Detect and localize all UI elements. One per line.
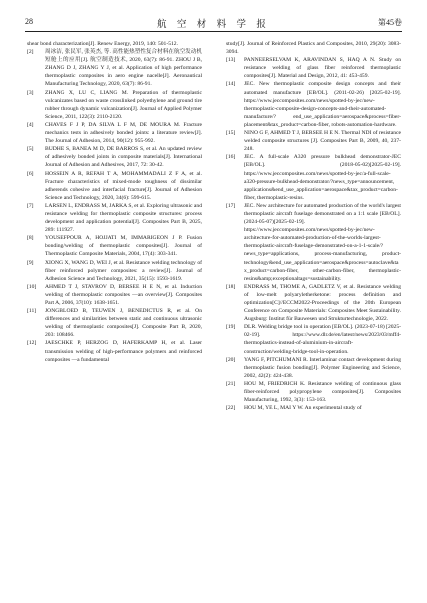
reference-item [226,80,401,129]
reference-item [27,234,202,258]
reference-text: JEC. New thermoplastic composite design concepts and their automated manufacture [EB/OL]. (2011-02-26) [2025-02-19]. https://www.jeccomposites.com/news/spotted-by-jec/new-thermoplastic-composite-design-concepts-and-their-automated-manufacture/? end_use_application=aerospace&process=fiber-placement&tax_product=carbon-fiber, robots-automation-hardware. [244,81,401,128]
reference-text: JEC. New architecture for automated production of the world's largest thermoplastic aircraft fuselage demonstrated on a 1:1 scale [EB/OL]. (2024-05-07)[2025-02-19]. https://www.jeccomposites.com/news/spotted-by-jec/new-architecture-for-automated-production-of-the-worlds-largest-thermoplastic-aircraft-fuselage-demonstrated-on-a-1-1-scale/?news_type=applications, process-manufacturing, product-technology&end_use_application=aerospace&process=autoclave&tax_product=carbon-fiber, other-carbon-fiber, thermoplastic-resins&amp;exceptionaltags=sustainability. [244,202,401,282]
left-column [27,40,202,364]
reference-number: [20] [226,356,236,363]
reference-text: JEC. A full-scale A320 pressure bulkhead demonstrator-JEC [EB/OL]. (2018-05-02)[2025-02-19]. https://www.jeccomposites.com/news/spotted-by-jec/a-full-scale-a320-pressure-bulkhead-demonstrator/?news_type=announcement, applications&end_use_application=aerospace&tax_product=carbon-fiber, thermoplastic-resins. [244,154,401,201]
reference-text: JONGBLOED B, TEUWEN J, BENEDICTUS R, et al. On differences and similarities between static and continuous ultrasonic welding of thermoplastic composites[J]. Composite Part B, 2020, 203: 108466. [45,308,202,339]
left-continuation: shear bond characterization[J]. Renew Energy, 2019, 140: 501-512. [27,41,178,47]
reference-item [27,307,202,339]
reference-number: [15] [226,130,236,137]
reference-number: [21] [226,380,236,387]
reference-number: [7] [27,202,34,209]
reference-text: AHMED T J, STAVROV D, BERSEE H E N, et al. Induction welding of thermoplastic composites —an overview[J]. Composites Part A, 2006, 37(10): 1638-1651. [45,283,202,306]
reference-number: [8] [27,235,34,242]
reference-item [27,145,202,169]
reference-text: XIONG X, WANG D, WEI J, et al. Resistance welding technology of fiber reinforced polymer composites: a review[J]. Journal of Adhesion Science and Technology, 2021, 35(15): 1593-1619. [45,259,202,282]
reference-text: HOU M, YE L, MAI Y W. An experimental study of [244,405,362,412]
reference-item [226,404,401,412]
reference-text: CHAVES F J P, DA SILVA L F M, DE MOURA M. Fracture mechanics tests in adhesively bonded joints: a literature review[J]. The Journal of Adhesion, 2014, 90(12): 955-992. [45,121,202,145]
reference-text: ZHANG X, LU C, LIANG M. Preparation of thermoplastic vulcanizates based on waste crosslinked polyethylene and ground tire rubber through dynamic vulcanization[J]. Journal of Applied Polymer Science, 2011, 122(3): 2110-2120. [45,89,202,120]
reference-text: ENDRASS M, THOME A, GADLETZ V, et al. Resistance welding of low-melt polyaryletherketone: process definition and optimization[C]//ECCM2022-Proceedings of the 20th European Conference on Composite Materials: Composites Meet Sustainability. Augsburg: Institut für Bauwesen und Strukturtechnologie, 2022. [244,283,401,323]
right-continuation: study[J]. Journal of Reinforced Plastics and Composites, 2010, 29(20): 3083-3094. [226,41,401,56]
reference-text: HOU M, FRIEDRICH K. Resistance welding of continuous glass fiber-reinforced polypropylene composites[J]. Composites Manufacturing, 1992, 3(3): 153-163. [244,380,401,404]
reference-item [226,323,401,355]
reference-item [27,202,202,234]
reference-item [27,121,202,145]
reference-number: [12] [27,340,37,347]
reference-item [27,170,202,202]
reference-item [27,89,202,121]
journal-title: 航 空 材 料 学 报 [157,20,270,30]
reference-text: DLR. Welding bridge tool in operation [EB/OL]. (2023-07-18) [2025-02-19]. https://www.dlr.de/en/latest/news/2023/03/mff4-thermoplastics-instead-of-aluminium-in-aircraft-construction/welding-bridge-tool-in-operation. [244,324,401,355]
reference-item [226,56,401,80]
reference-item [27,259,202,283]
left-reference-list [27,48,202,364]
reference-number: [16] [226,154,236,161]
reference-number: [17] [226,202,236,209]
reference-item [226,380,401,404]
reference-item [226,356,401,380]
page-header [25,16,402,30]
reference-text: YOUSEFPOUR A, HOJJATI M, IMMARIGEON J P. Fusion bonding/welding of thermoplastic composites[J]. Journal of Thermoplastic Composite Materials, 2004, 17(4): 303-341. [45,235,202,258]
volume-label: 第45卷 [378,18,402,27]
reference-item [27,283,202,307]
reference-number: [3] [27,89,34,96]
reference-number: [18] [226,283,236,290]
reference-text: PANNEERSELVAM K, ARAVINDAN S, HAQ A N. Study on resistance welding of glass fiber reinforced thermoplastic composites[J]. Material and Design, 2012, 41: 453-459. [244,57,401,80]
reference-text: BUDHE S, BANEA M D, DE BARROS S, et al. An updated review of adhesively bonded joints in composite materials[J]. International Journal of Adhesion and Adhesives, 2017, 72: 30-42. [45,146,202,169]
reference-number: [11] [27,308,37,315]
reference-text: HOSSEIN A R, REFAH T A, MOHAMMADALI Z F A, et al. Fracture characteristics of mixed-mode toughness of dissimilar adherends cohesive and interfacial fracture[J]. Journal of Adhesion Science and Technology, 2020, 34(6): 599-615. [45,170,202,201]
reference-text: JAESCHKE P, HERZOG D, HAFERKAMP H, et al. Laser transmission welding of high-performance polymers and reinforced composites —a fundamental [45,340,202,363]
reference-number: [22] [226,405,236,412]
reference-number: [5] [27,146,34,153]
right-column [226,40,401,412]
page-number: 28 [25,17,33,26]
reference-number: [19] [226,324,236,331]
right-reference-list [226,56,401,412]
reference-number: [13] [226,57,236,64]
reference-text: YANG F, PITCHUMANI R. Interlaminar contact development during thermoplastic fusion bonding[J]. Polymer Engineering and Science, 2002, 42(2): 424-438. [244,356,401,379]
reference-item [226,129,401,153]
reference-number: [2] [27,49,34,56]
header-rule [25,31,402,32]
reference-number: [14] [226,81,236,88]
reference-item [226,153,401,202]
reference-item [226,283,401,323]
reference-number: [6] [27,170,34,177]
reference-text: LARSEN L, ENDRASS M, JARKA S, et al. Exploring ultrasonic and resistance welding for thermoplastic composite structures: process development and application potential[J]. Composites Part B, 2025, 289: 111927. [45,202,202,234]
reference-item [27,339,202,363]
reference-number: [10] [27,283,37,290]
reference-item [27,48,202,88]
reference-number: [9] [27,259,34,266]
reference-text: 周冰洁, 张民军, 张英杰, 等. 高性能热塑性复合材料在航空发动机短舱上的应用[J]. 航空制造技术, 2020, 63(7): 86-91. ZHOU J B, ZHANG D J, ZHANG Y J, et al. Application of high performance thermoplastic composites in aero engine nacelle[J]. Aeronautical Manufacturing Technology, 2020, 63(7): 86-91. [45,49,202,88]
reference-text: NINO G F, AHMED T J, BERSEE H E N. Thermal NDI of resistance welded composite structures [J]. Composites Part B, 2009, 40, 237-248. [244,130,401,153]
reference-item [226,202,401,283]
reference-number: [4] [27,121,34,128]
